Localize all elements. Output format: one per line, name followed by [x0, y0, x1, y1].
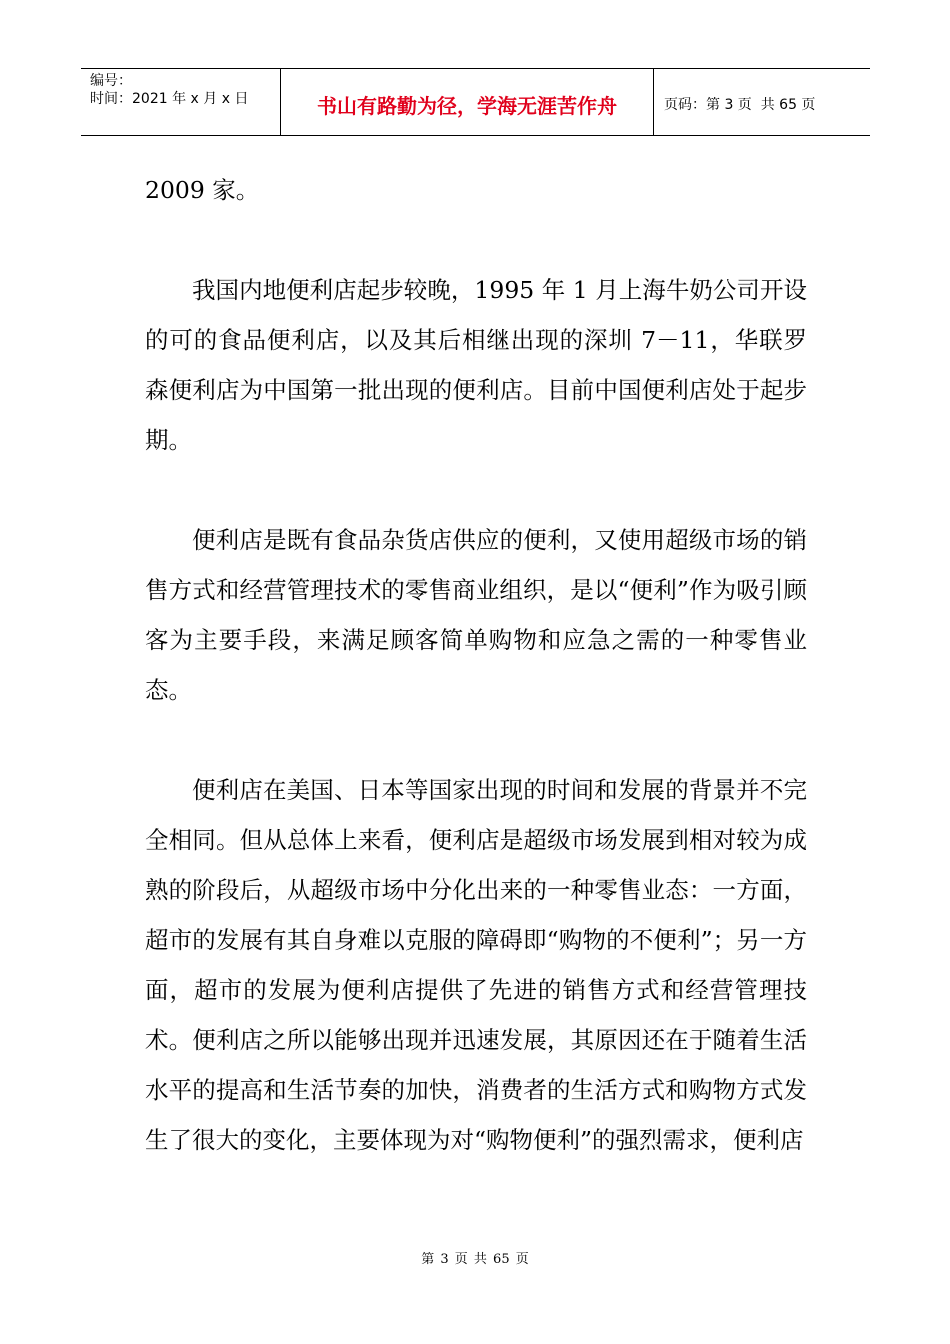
page-footer: 第 3 页 共 65 页	[421, 1252, 529, 1267]
document-body	[145, 165, 807, 1165]
header-page-info	[654, 69, 870, 135]
body-paragraph: 2009 家。	[145, 176, 260, 204]
body-paragraph: 我国内地便利店起步较晚，1995 年 1 月上海牛奶公司开设的可的食品便利店，以及其后相继出现的深圳 7－11，华联罗森便利店为中国第一批出现的便利店。目前中国便利店处于起步期。	[145, 276, 807, 454]
header-meta	[81, 69, 281, 135]
body-paragraph: 便利店在美国、日本等国家出现的时间和发展的背景并不完全相同。但从总体上来看，便利店是超级市场发展到相对较为成熟的阶段后，从超级市场中分化出来的一种零售业态：一方面，超市的发展有其自身难以克服的障碍即“购物的不便利”；另一方面，超市的发展为便利店提供了先进的销售方式和经营管理技术。便利店之所以能够出现并迅速发展，其原因还在于随着生活水平的提高和生活节奏的加快，消费者的生活方式和购物方式发生了很大的变化，主要体现为对“购物便利”的强烈需求，便利店	[145, 776, 807, 1154]
document-time-label: 时间：2021 年 x 月 x 日	[90, 91, 249, 107]
header-motto: 书山有路勤为径，学海无涯苦作舟	[281, 69, 654, 135]
body-paragraph: 便利店是既有食品杂货店供应的便利，又使用超级市场的销售方式和经营管理技术的零售商业组织，是以“便利”作为吸引顾客为主要手段，来满足顾客简单购物和应急之需的一种零售业态。	[145, 526, 807, 704]
page-header	[81, 68, 870, 136]
document-number-label: 编号：	[90, 73, 132, 89]
header-page-info-text: 页码：第 3 页 共 65 页	[664, 97, 816, 113]
